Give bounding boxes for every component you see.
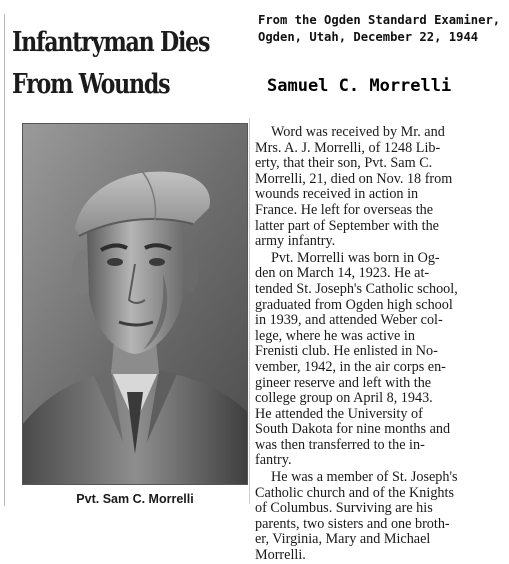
article-line: Morrelli. xyxy=(255,548,306,564)
article-line: Catholic church and of the Knights xyxy=(255,485,454,501)
portrait-photo xyxy=(22,123,248,485)
article-line: den on March 14, 1923. He at- xyxy=(255,266,430,282)
article-line: latter part of September with the xyxy=(255,218,439,234)
article-line: He was a member of St. Joseph's xyxy=(271,470,458,486)
article-line: tended St. Joseph's Catholic school, xyxy=(255,281,458,297)
article-line: army infantry. xyxy=(255,234,336,250)
article-line: vember, 1942, in the air corps en- xyxy=(255,359,446,375)
article-line: Frenisti club. He enlisted in No- xyxy=(255,344,438,360)
article-paragraph xyxy=(255,470,491,564)
article-line: Pvt. Morrelli was born in Og- xyxy=(271,250,440,266)
article-line: wounds received in action in xyxy=(255,187,419,203)
article-line: graduated from Ogden high school xyxy=(255,297,453,313)
photo-caption: Pvt. Sam C. Morrelli xyxy=(76,492,194,506)
source-note xyxy=(258,12,503,46)
person-name: Samuel C. Morrelli xyxy=(267,76,452,96)
article-line: lege, where he was active in xyxy=(255,328,415,344)
headline xyxy=(12,22,210,106)
article-body xyxy=(255,125,491,564)
article-line: South Dakota for nine months and xyxy=(255,422,451,438)
article-line: erty, that their son, Pvt. Sam C. xyxy=(255,156,433,172)
article-line: of Columbus. Surviving are his xyxy=(255,501,433,517)
article-divider xyxy=(249,118,250,504)
headline-line-2: From Wounds xyxy=(12,69,170,100)
source-note-line-2: Ogden, Utah, December 22, 1944 xyxy=(258,30,479,44)
article-line: Morrelli, 21, died on Nov. 18 from xyxy=(255,171,453,187)
source-note-line-1: From the Ogden Standard Examiner, xyxy=(258,13,501,27)
article-paragraph xyxy=(255,125,491,250)
article-line: fantry. xyxy=(255,453,292,469)
article-paragraph xyxy=(255,251,491,469)
article-line: He attended the University of xyxy=(255,406,423,422)
article-line: France. He left for overseas the xyxy=(255,202,434,218)
article-line: parents, two sisters and one broth- xyxy=(255,516,450,532)
article-line: er, Virginia, Mary and Michael xyxy=(255,532,431,548)
column-rule xyxy=(4,14,5,506)
article-line: was then transferred to the in- xyxy=(255,437,425,453)
article-line: Word was received by Mr. and xyxy=(271,125,445,140)
article-line: in 1939, and attended Weber col- xyxy=(255,313,443,329)
article-line: gineer reserve and left with the xyxy=(255,375,432,391)
article-line: college group on April 8, 1943. xyxy=(255,391,433,407)
headline-line-1: Infantryman Dies xyxy=(12,27,210,58)
article-line: Mrs. A. J. Morrelli, of 1248 Lib- xyxy=(255,140,441,156)
